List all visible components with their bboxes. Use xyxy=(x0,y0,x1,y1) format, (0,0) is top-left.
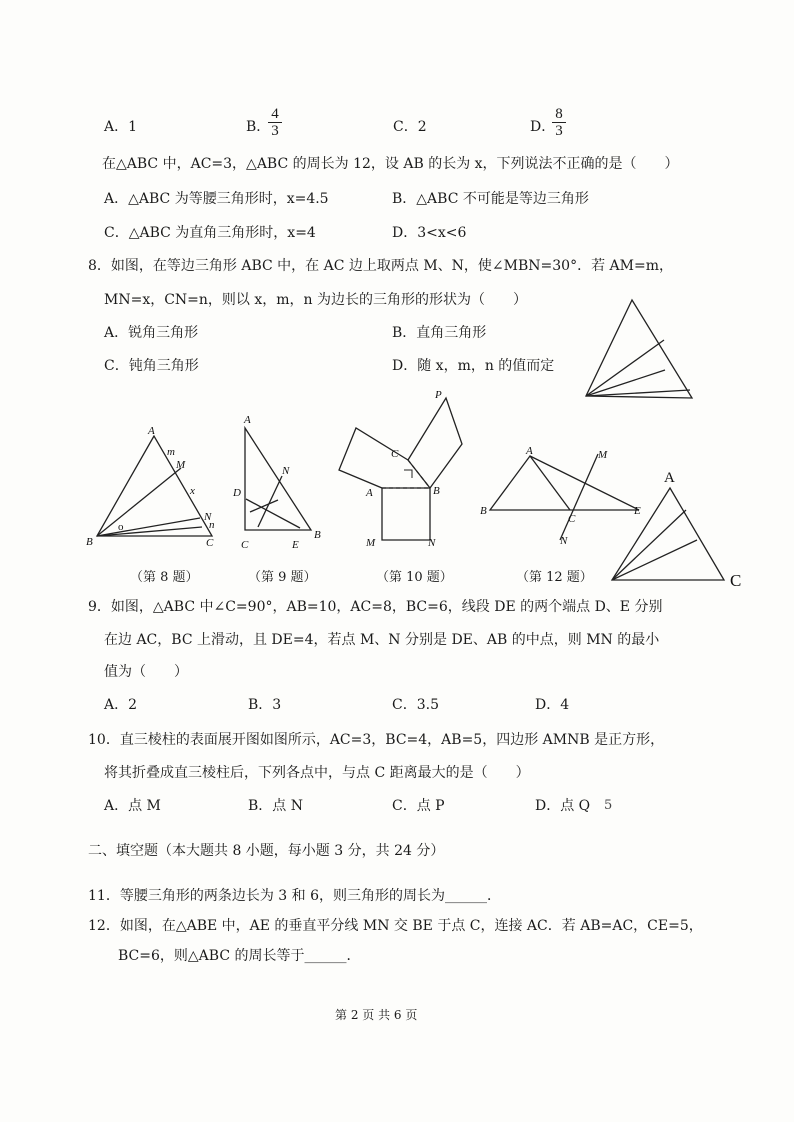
q11-text: 11．等腰三角形的两条边长为 3 和 6，则三角形的周长为______． xyxy=(88,888,501,904)
q10-option-c: C．点 P xyxy=(392,798,445,814)
q6-d-denominator: 3 xyxy=(555,123,563,139)
fig12-label-c: C xyxy=(568,513,576,525)
page-footer: 第 2 页 共 6 页 xyxy=(335,1008,418,1022)
q9-option-a: A．2 xyxy=(104,697,138,713)
fig8-label-a: A xyxy=(148,425,155,437)
q8-option-c: C．钝角三角形 xyxy=(104,358,199,374)
handdrawn-label-c: C xyxy=(730,571,742,590)
q8-stem-line1: 8．如图，在等边三角形 ABC 中，在 AC 边上取两点 M、N，使∠MBN=30°．若 AM=m， xyxy=(88,258,673,274)
fig12-label-m: M xyxy=(598,449,608,461)
fig12-label-a: A xyxy=(526,445,533,457)
q6-option-a: A．1 xyxy=(104,119,138,135)
figure-12 xyxy=(490,454,639,540)
fig9-label-n: N xyxy=(282,465,290,477)
figure-10 xyxy=(339,398,462,540)
q7-stem: 在△ABC 中，AC=3，△ABC 的周长为 12，设 AB 的长为 x，下列说法不正确的是（ ） xyxy=(102,156,679,172)
fig8-label-c: C xyxy=(206,537,214,549)
fig8-label-m: M xyxy=(176,459,186,471)
fig8-label-n: N xyxy=(204,511,212,523)
caption-figure-12: （第 12 题） xyxy=(516,570,593,585)
handdrawn-triangle-bottom xyxy=(612,488,724,580)
q6-option-d-prefix: D． xyxy=(530,119,556,135)
q8-option-b: B．直角三角形 xyxy=(392,325,487,341)
figure-9 xyxy=(245,428,311,530)
caption-figure-9: （第 9 题） xyxy=(248,570,317,585)
q9-stem-line3: 值为（ ） xyxy=(104,664,188,680)
q9-stem-line2: 在边 AC，BC 上滑动，且 DE=4，若点 M、N 分别是 DE、AB 的中点，则 MN 的最小 xyxy=(104,632,660,648)
caption-figure-10: （第 10 题） xyxy=(376,570,453,585)
q10-option-d: D．点 Q xyxy=(535,798,591,814)
q12-stem-line1: 12．如图，在△ABE 中，AE 的垂直平分线 MN 交 BE 于点 C，连接 AC．若 AB=AC，CE=5， xyxy=(88,918,703,934)
q6-b-numerator: 4 xyxy=(268,106,282,123)
fig9-label-c: C xyxy=(241,539,249,551)
fig10-label-p: P xyxy=(435,389,442,401)
q6-b-denominator: 3 xyxy=(271,123,279,139)
fig8-label-x: x xyxy=(190,485,195,497)
fig12-label-b: B xyxy=(480,505,487,517)
q7-option-a: A．△ABC 为等腰三角形时，x=4.5 xyxy=(104,191,329,207)
fig12-label-n: N xyxy=(560,535,568,547)
fig8-label-n-small: n xyxy=(209,519,215,531)
fig12-label-e: E xyxy=(634,505,641,517)
fig10-label-a: A xyxy=(366,487,373,499)
fig8-label-b: B xyxy=(86,536,93,548)
q10-option-a: A．点 M xyxy=(104,798,161,814)
q9-stem-line1: 9．如图，△ABC 中∠C=90°，AB=10，AC=8，BC=6，线段 DE 的两个端点 D、E 分别 xyxy=(88,599,663,615)
q7-option-c: C．△ABC 为直角三角形时，x=4 xyxy=(104,225,316,241)
fig9-label-d: D xyxy=(233,487,241,499)
q7-option-d: D．3<x<6 xyxy=(392,225,467,241)
q10-stem-line2: 将其折叠成直三棱柱后，下列各点中，与点 C 距离最大的是（ ） xyxy=(104,765,530,781)
fig8-label-m-small: m xyxy=(167,446,175,458)
fig9-label-a: A xyxy=(244,414,251,426)
fig10-label-n: N xyxy=(428,537,436,549)
q6-option-c: C．2 xyxy=(393,119,427,135)
q9-option-b: B．3 xyxy=(248,697,282,713)
fig10-label-c: C xyxy=(391,448,399,460)
handdrawn-triangle-top xyxy=(586,300,692,398)
caption-figure-8: （第 8 题） xyxy=(130,570,199,585)
q9-option-d: D．4 xyxy=(535,697,570,713)
q6-option-b-prefix: B． xyxy=(246,119,271,135)
fig10-label-m: M xyxy=(366,537,376,549)
q8-option-a: A．锐角三角形 xyxy=(104,325,199,341)
q8-option-d: D．随 x，m，n 的值而定 xyxy=(392,358,555,374)
fig9-label-e: E xyxy=(292,539,299,551)
fig8-label-angle: o xyxy=(118,521,124,533)
q10-handwritten-mark: 5 xyxy=(604,798,613,813)
fig10-label-b: B xyxy=(433,485,440,497)
q9-option-c: C．3.5 xyxy=(392,697,439,713)
q6-d-numerator: 8 xyxy=(552,106,566,123)
section2-heading: 二、填空题（本大题共 8 小题，每小题 3 分，共 24 分） xyxy=(88,843,445,859)
q12-stem-line2: BC=6，则△ABC 的周长等于______． xyxy=(118,948,361,964)
handdrawn-label-a: A xyxy=(664,470,675,486)
fig9-label-b: B xyxy=(314,529,321,541)
q8-stem-line2: MN=x，CN=n，则以 x，m，n 为边长的三角形的形状为（ ） xyxy=(104,292,528,308)
q10-stem-line1: 10．直三棱柱的表面展开图如图所示，AC=3，BC=4，AB=5，四边形 AMNB 是正方形， xyxy=(88,732,665,748)
q10-option-b: B．点 N xyxy=(248,798,303,814)
q7-option-b: B．△ABC 不可能是等边三角形 xyxy=(392,191,589,207)
